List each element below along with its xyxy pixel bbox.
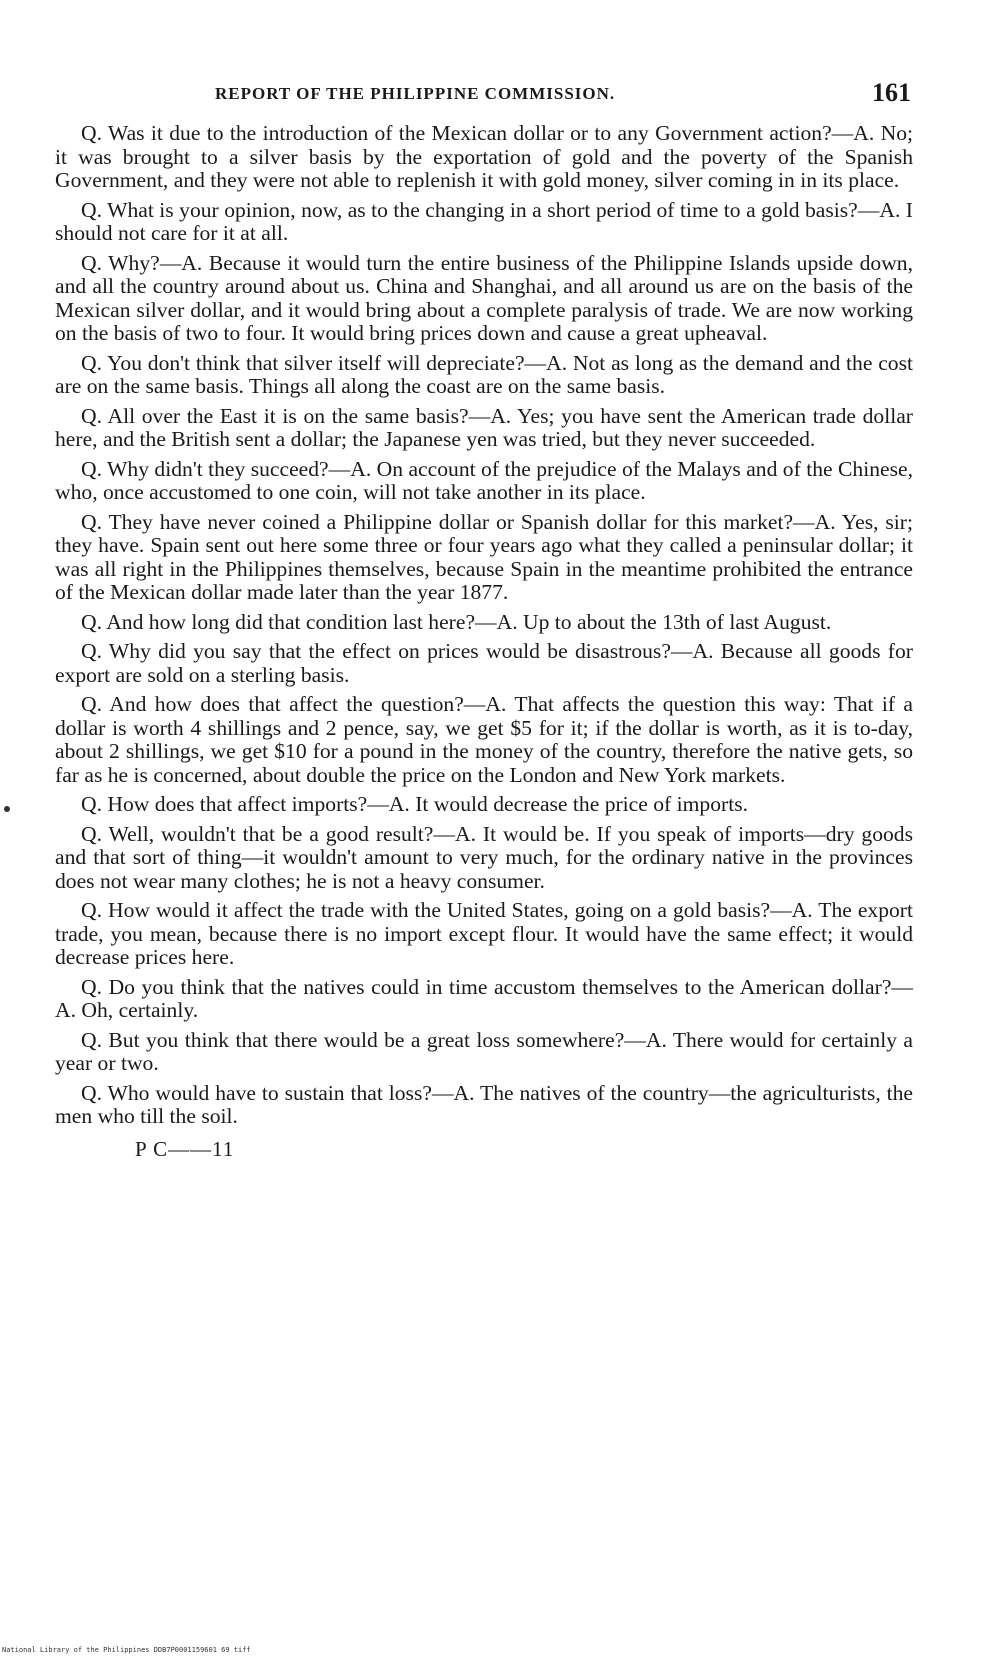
body-text bbox=[55, 122, 913, 1129]
paragraph: Q. How would it affect the trade with the United States, going on a gold basis?—A. The export trade, you mean, because there is no import except flour. It would have the same effect; it would decrease prices here. bbox=[55, 898, 913, 969]
paragraph: Q. You don't think that silver itself will depreciate?—A. Not as long as the demand and the cost are on the same basis. Things all along the coast are on the same basis. bbox=[55, 350, 913, 398]
paragraph: Q. Do you think that the natives could in time accustom themselves to the American dollar?—A. Oh, certainly. bbox=[55, 974, 913, 1022]
paragraph: Q. What is your opinion, now, as to the changing in a short period of time to a gold basis?—A. I should not care for it at all. bbox=[55, 197, 913, 245]
scan-footer-stamp: National Library of the Philippines DDB7P0001159601 69 tiff bbox=[2, 1646, 251, 1654]
paragraph: Q. And how does that affect the question?—A. That affects the question this way: That if a dollar is worth 4 shillings and 2 pence, say, we get $5 for it; if the dollar is worth, as it is to-day, about 2 shillings, we get $10 for a pound in the money of the country, therefore the native gets, so far as he is concerned, about double the price on the London and New York markets. bbox=[55, 692, 913, 787]
stray-ink-mark bbox=[4, 806, 10, 812]
paragraph: Q. All over the East it is on the same basis?—A. Yes; you have sent the American trade dollar here, and the British sent a dollar; the Japanese yen was tried, but they never succeeded. bbox=[55, 403, 913, 451]
paragraph: Q. But you think that there would be a great loss somewhere?—A. There would for certainly a year or two. bbox=[55, 1027, 913, 1075]
paragraph: Q. Well, wouldn't that be a good result?—A. It would be. If you speak of imports—dry goods and that sort of thing—it wouldn't amount to very much, for the ordinary native in the provinces does not wear many clothes; he is not a heavy consumer. bbox=[55, 821, 913, 893]
paragraph: Q. Who would have to sustain that loss?—A. The natives of the country—the agriculturists, the men who till the soil. bbox=[55, 1080, 913, 1128]
page-header bbox=[55, 78, 913, 114]
paragraph: Q. How does that affect imports?—A. It would decrease the price of imports. bbox=[81, 792, 749, 816]
page-number: 161 bbox=[872, 78, 911, 107]
paragraph: Q. Was it due to the introduction of the Mexican dollar or to any Government action?—A. No; it was brought to a silver basis by the exportation of gold and the poverty of the Spanish Government, and they were not able to replenish it with gold money, silver coming in in its place. bbox=[55, 121, 913, 192]
paragraph: Q. Why?—A. Because it would turn the entire business of the Philippine Islands upside down, and all the country around about us. China and Shanghai, and all around us are on the basis of the Mexican silver dollar, and it would bring about a complete paralysis of trade. We are now working on the basis of two to four. It would bring prices down and cause a great upheaval. bbox=[55, 250, 913, 345]
paragraph: Q. Why did you say that the effect on prices would be disastrous?—A. Because all goods for export are sold on a sterling basis. bbox=[55, 639, 913, 687]
paragraph: Q. They have never coined a Philippine dollar or Spanish dollar for this market?—A. Yes, sir; they have. Spain sent out here some three or four years ago what they called a peninsular dollar; it was all right in the Philippines themselves, because Spain in the meantime prohibited the entrance of the Mexican dollar made later than the year 1877. bbox=[55, 509, 913, 604]
paragraph: Q. And how long did that condition last here?—A. Up to about the 13th of last August. bbox=[81, 609, 832, 634]
paragraph: Q. Why didn't they succeed?—A. On account of the prejudice of the Malays and of the Chinese, who, once accustomed to one coin, will not take another in its place. bbox=[55, 456, 913, 504]
document-page bbox=[55, 78, 913, 1598]
running-title: REPORT OF THE PHILIPPINE COMMISSION. bbox=[215, 84, 616, 103]
signature-mark: P C——11 bbox=[135, 1136, 235, 1161]
